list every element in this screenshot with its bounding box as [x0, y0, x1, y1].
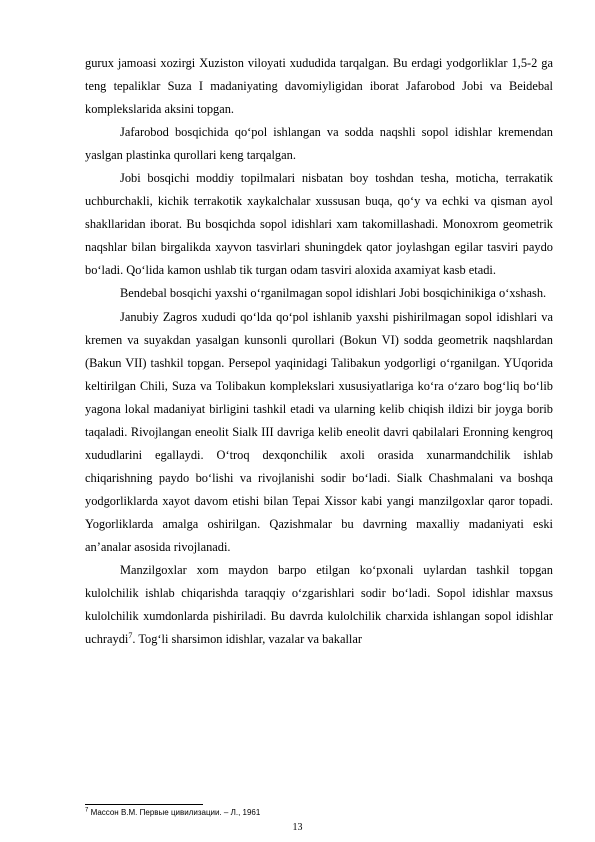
paragraph-3: Jobi bosqichi moddiy topilmalari nisbatan boy toshdan tesha, moticha, terrakatik uchburchakli, kichik terrakotik xaykalchalar xussusan buqa, qo‘y va echki va qisman ayol shakllaridan iborat. Bu bosqichda sopol idishlari xam takomillashadi. Monoxrom geometrik naqshlar bilan birgalikda xayvon tasvirlari shuningdek qator joylashgan egilar tasviri paydo bo‘ladi. Qo‘lida kamon ushlab tik turgan odam tasviri aloxida axamiyat kasb etadi. [85, 171, 553, 278]
footnote-reference: 7 [128, 631, 133, 641]
paragraph-4: Bendebal bosqichi yaxshi o‘rganilmagan sopol idishlari Jobi bosqichinikiga o‘xshash. [120, 286, 547, 301]
footnote [85, 807, 553, 818]
paragraph-5: Janubiy Zagros xududi qo‘lda qo‘pol ishlanib yaxshi pishirilmagan sopol idishlari va kremen va suyakdan yasalgan kunsonli qurollari (Bokun VI) sodda geometrik naqshlardan (Bakun VII) tashkil topgan. Persepol yaqinidagi Talibakun yodgorligi o‘rganilgan. YUqorida keltirilgan Chili, Suza va Tolibakun komplekslari xususiyatlariga ko‘ra o‘zaro bog‘liq bo‘lib yagona lokal madaniyat birligini tashkil etadi va ularning kelib chiqish ildizi bir joyga borib taqaladi. Rivojlangan eneolit Sialk III davriga kelib eneolit davri qabilalari Eronning kengroq xududlarini egallaydi. O‘troq dexqonchilik axoli orasida xunarmandchilik ishlab chiqarishning paydo bo‘lishi va rivojlanishi sodir bo‘ladi. Sialk Chashmalani va boshqa yodgorliklarda xayot davom etishi bilan Tepai Xissor kabi yangi manzilgoxlar qaror topadi. Yogorliklarda amalga oshirilgan. Qazishmalar bu davrning maxalliy madaniyati eski an’analar asosida rivojlanadi. [85, 309, 553, 554]
footnote-text: Массон В.М. Первые цивилизации. – Л., 1961 [88, 808, 261, 817]
paragraph-2: Jafarobod bosqichida qo‘pol ishlangan va sodda naqshli sopol idishlar kremendan yaslgan plastinka qurollari keng tarqalgan. [85, 125, 553, 163]
footnote-divider [85, 804, 203, 805]
footnote-number: 7 [85, 807, 89, 814]
page-body [85, 52, 553, 651]
page-number: 13 [292, 822, 303, 833]
paragraph-6-text-end: . Tog‘li sharsimon idishlar, vazalar va bakallar [132, 632, 362, 647]
paragraph-6-text-start: Manzilgoxlar xom maydon barpo etilgan ko‘pxonali uylardan tashkil topgan kulolchilik ishlab chiqarishda taraqqiy o‘zgarishlari sodir bo‘ladi. Sopol idishlar maxsus kulolchilik xumdonlarda pishiriladi. Bu davrda kulolchilik charxida ishlangan sopol idishlar uchraydi [85, 563, 553, 647]
paragraph-1: gurux jamoasi xozirgi Xuziston viloyati xududida tarqalgan. Bu erdagi yodgorliklar 1,5-2 ga teng tepaliklar Suza I madaniyating davomiyligidan iborat Jafarobod Jobi va Beidebal komplekslarida aksini topgan. [85, 56, 553, 117]
paragraph-6 [85, 559, 553, 651]
